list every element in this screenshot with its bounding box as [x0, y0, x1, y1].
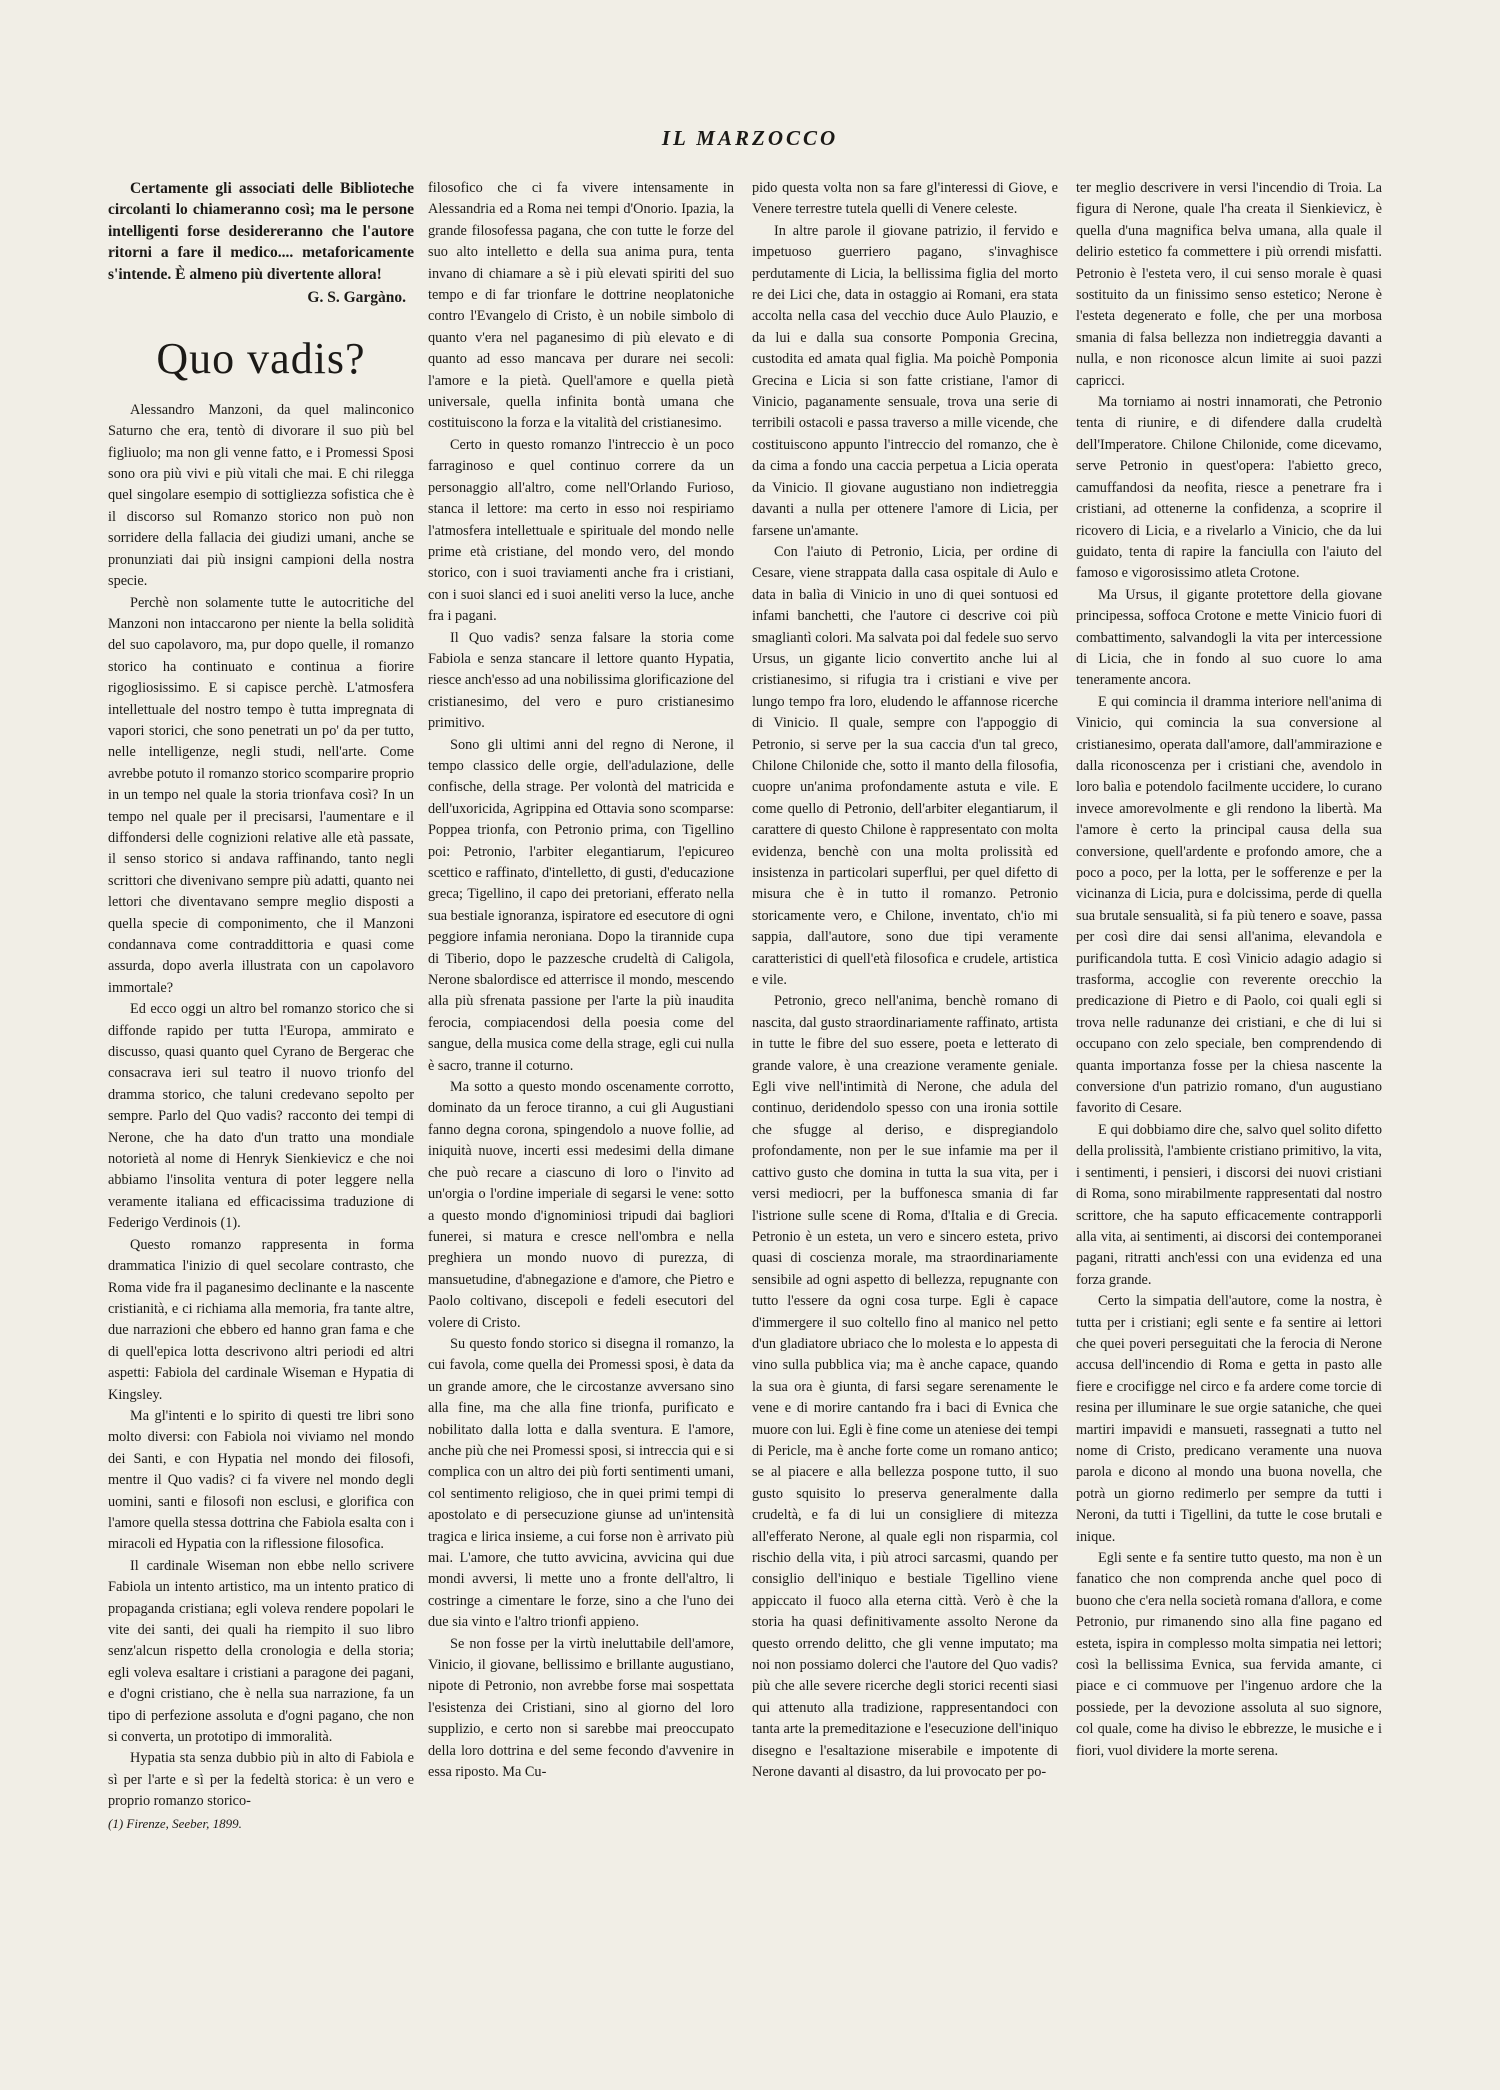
masthead: IL MARZOCCO — [661, 126, 839, 150]
paragraph: Su questo fondo storico si disegna il romanzo, la cui favola, come quella dei Promessi sposi, è data da un grande amore, che le circostanze avversano sino alla fine, ma che alla fine trionfa, purificato e nobilitato dalla lotta e dalla sventura. E l'amore, anche più che nei Promessi sposi, si intreccia qui e si complica con un altro dei più forti sentimenti umani, col sentimento religioso, che in quei primi tempi di apostolato e di persecuzione giunse ad un'intensità tragica e lirica insieme, a cui forse non è arrivato più mai. L'amore, che tutto avvicina, avvicina qui due mondi avversi, li mette uno a fronte dell'altro, li costringe a cimentare le forze, sino a che l'uno dei due sia vinto e l'altro trionfi appieno. — [428, 1335, 734, 1631]
paragraph: Ma sotto a questo mondo oscenamente corrotto, dominato da un feroce tiranno, a cui gli Augustiani fanno degna corona, spingendolo a nuove follie, ad iniquità nuove, incerti essi medesimi della dimane che può recare a ciascuno di loro o l'invito ad un'orgia o l'ordine imperiale di segarsi le vene: sotto a questo mondo d'ignominiosi tripudi dai bagliori funerei, si matura e cresce nell'ombra e nella preghiera un mondo nuovo di purezza, di mansuetudine, d'abnegazione e d'amore, che Pietro e Paolo coltivano, discepoli e fedeli esecutori del volere di Cristo. — [428, 1079, 734, 1331]
paragraph: Con l'aiuto di Petronio, Licia, per ordine di Cesare, viene strappata dalla casa ospitale di Aulo e data in balìa di Vinicio in uno di quei sontuosi ed infami banchetti, che l'autore ci descrive coi più smagliantì colori. Ma salvata poi dal fedele suo servo Ursus, un gigante licio convertito anche lui al cristianesimo, si rifugia tra i cristiani e vive per lungo tempo fra loro, eludendo le affannose ricerche di Vinicio. Il quale, sempre con l'appoggio di Petronio, si serve per la sua caccia d'un tal greco, Chilone Chilonide che, sotto il manto della filosofia, cuopre un'anima profondamente astuta e vile. E come quello di Petronio, dell'arbiter elegantiarum, il carattere di questo Chilone è rappresentato con molta evidenza, benchè con una molta prolissità ed insistenza in particolari superflui, per quel difetto di misura che è in tutto il romanzo. Petronio storicamente vero, e Chilone, inventato, ch'io mi sappia, dall'autore, sono due tipi veramente caratteristici di quell'età filosofica e crudele, artistica e vile. — [752, 543, 1058, 989]
paragraph: Ma Ursus, il gigante protettore della giovane principessa, soffoca Crotone e mette Vinicio fuori di combattimento, salvandogli la vita per intercessione di Licia, che in fondo al suo cuore lo ama teneramente ancora. — [1076, 586, 1382, 689]
paragraph: In altre parole il giovane patrizio, il fervido e impetuoso guerriero pagano, s'invaghisce perdutamente di Licia, la bellissima figlia del morto re dei Lici che, data in ostaggio ai Romani, era stata accolta nella casa del vecchio duce Aulo Plauzio, e da lui e dalla sua consorte Pomponia Grecina, custodita ed amata qual figlia. Ma poichè Pomponia Grecina e Licia si son fatte cristiane, l'amor di Vinicio, paganamente sensuale, trova una serie di terribili ostacoli e passa traverso a mille vicende, che costituiscono appunto l'intreccio del romanzo, che è da cima a fondo una caccia perpetua a Licia operata da Vinicio. Il giovane augustiano non indietreggia davanti a nulla per ottenere l'amore di Licia, per farsene un'amante. — [752, 222, 1058, 539]
column-1-text — [108, 400, 414, 1813]
paragraph: Ma torniamo ai nostri innamorati, che Petronio tenta di riunire, e di difendere dalla crudeltà dell'Imperatore. Chilone Chilonide, come dicevamo, serve Petronio in quest'opera: l'abietto greco, camuffandosi da neofita, riesce a penetrare fra i cristiani, ad ottenerne la confidenza, a scoprire il ricovero di Licia, e a rivelarlo a Vinicio, che da lui guidato, tenta di rapire la fanciulla con l'aiuto del famoso e vigorosissimo atleta Crotone. — [1076, 394, 1382, 582]
column-1 — [108, 178, 414, 1834]
paragraph: Certo in questo romanzo l'intreccio è un poco farraginoso e quel continuo correre da un personaggio all'altro, come nell'Orlando Furioso, stanca il lettore: ma certo in esso noi respiriamo l'atmosfera intellettuale e spirituale del mondo nelle prime età cristiane, del mondo vero, del mondo storico, con i suoi traviamenti anche fra i cristiani, con i suoi slanci ed i suoi aneliti verso la luce, anche fra i pagani. — [428, 436, 734, 625]
paragraph: ter meglio descrivere in versi l'incendio di Troia. La figura di Nerone, quale l'ha creata il Sienkievicz, è quella d'una magnifica belva umana, alla quale il delirio estetico fa commettere i più orrendi misfatti. Petronio è l'esteta vero, il cui senso morale è quasi sostituito da un finissimo senso estetico; Nerone è l'esteta degenerato e folle, che per una morbosa smania di falsa bellezza non indietreggia davanti a nulla, e non riconosce alcun limite ai suoi pazzi capricci. — [1076, 180, 1382, 389]
paragraph: Certo la simpatia dell'autore, come la nostra, è tutta per i cristiani; egli sente e fa sentire ai lettori che quei poveri perseguitati che la ferocia di Nerone accusa dell'incendio di Roma e getta in pasto alle fiere e crocifigge nel circo e fa ardere come torcie di resina per illuminare le sue orgie sataniche, che quei martiri impavidi e mansueti, rassegnati a tutto nel nome di Cristo, predicano veramente una nuova parola e dicono al mondo una buona novella, che potrà un giorno redimerlo per sempre da tutti i Neroni, da tutti i Tigellini, da tutte le cose brutali e inique. — [1076, 1293, 1382, 1545]
paragraph: E qui comincia il dramma interiore nell'anima di Vinicio, qui comincia la sua conversione al cristianesimo, operata dall'amore, dall'ammirazione e dalla riconoscenza per i cristiani che, avendolo in loro balìa e potendolo facilmente uccidere, lo curano invece amorevolmente e gli rendono la libertà. Ma l'amore è certo la principal causa della sua conversione, quell'ardente e profondo amore, che a poco a poco, per la lotta, per le sofferenze e per la vicinanza di Licia, pura e dolcissima, perde di quella sua brutale sensualità, si fa più tenero e soave, passa per così dire dai sensi all'anima, elevandola e purificandola tutta. E così Vinicio adagio adagio si trasforma, accoglie con reverente orecchio la predicazione di Pietro e di Paolo, coi quali egli si trova nelle radunanze dei cristiani, e che di lui si occupano con zelo speciale, ben comprendendo di quanta importanza fosse per la chiesa nascente la conversione d'un patrizio romano, d'un augustiano favorito di Cesare. — [1076, 693, 1382, 1117]
column-3 — [752, 178, 1058, 1783]
paragraph: Ma gl'intenti e lo spirito di questi tre libri sono molto diversi: con Fabiola noi viviamo nel mondo dei Santi, e con Hypatia nel mondo dei filosofi, mentre il Quo vadis? ci fa vivere nel mondo degli uomini, santi e filosofi non esclusi, e glorifica con l'amore quella stessa dottrina che Fabiola esalta con i miracoli ed Hypatia con la riflessione filosofica. — [108, 1407, 414, 1553]
paragraph: pido questa volta non sa fare gl'interessi di Giove, e Venere terrestre tutela quelli di Venere celeste. — [752, 180, 1058, 218]
paragraph: Ed ecco oggi un altro bel romanzo storico che si diffonde rapido per tutta l'Europa, ammirato e discusso, quasi quanto quel Cyrano de Bergerac che consacrava ieri sul teatro il nuovo trionfo del dramma storico, che taluni credevano sepolto per sempre. Parlo del Quo vadis? racconto dei tempi di Nerone, che ha dato d'un tratto una mondiale notorietà al nome di Henryk Sienkievicz e che noi abbiamo l'insolita ventura di poter leggere nella veramente italiana ed efficacissima traduzione di Federigo Verdinois (1). — [108, 1001, 414, 1232]
paragraph: Alessandro Manzoni, da quel malinconico Saturno che era, tentò di divorare il suo più bel figliuolo; ma non gli venne fatto, e i Promessi Sposi sono ora più vivi e più vitali che mai. E chi rilegga quel singolare esempio di sottigliezza sofistica che è il discorso sul Romanzo storico non può non sorridere della fallacia dei giudizi umani, anche se pronunziati dai più insigni campioni della nostra specie. — [108, 401, 414, 590]
column-2 — [428, 178, 734, 1783]
paragraph: Perchè non solamente tutte le autocritiche del Manzoni non intaccarono per niente la bella solidità del suo capolavoro, ma, pur dopo quelle, il romanzo storico ha continuato e continua a fiorire rigogliosissimo. E si capisce perchè. L'atmosfera intellettuale del nostro tempo è tutta impregnata di vapori storici, che sono penetrati un po' da per tutto, nelle intelligenze, negli studi, nell'arte. Come avrebbe potuto il romanzo storico scomparire proprio in un tempo nel quale la storia trionfava così? In un tempo nel quale per il precisarsi, l'aumentare e il diffondersi delle cognizioni relative alle età passate, il senso storico si andava raffinando, tanto negli scrittori che divenivano sempre più adatti, quanto nei lettori che diventavano sempre meglio disposti a quella specie di componimento, che il Manzoni condannava come contraddittoria e quasi come assurda, dopo averla illustrata con un capolavoro immortale? — [108, 594, 414, 996]
paragraph: Hypatia sta senza dubbio più in alto di Fabiola e sì per l'arte e sì per la fedeltà storica: è un vero e proprio romanzo storico- — [108, 1750, 414, 1810]
intro-section — [108, 178, 414, 308]
intro-paragraph: Certamente gli associati delle Biblioteche circolanti lo chiameranno così; ma le persone intelligenti forse desidereranno che l'autore ritorni a fare il medico.... metaforicamente s'intende. È almeno più divertente allora! — [108, 180, 414, 283]
footnote: (1) Firenze, Seeber, 1899. — [108, 1815, 242, 1831]
paragraph: Il Quo vadis? senza falsare la storia come Fabiola e senza stancare il lettore quanto Hypatia, riesce anch'esso ad una nobilissima glorificazione del cristianesimo, del vero e puro cristianesimo primitivo. — [428, 629, 734, 732]
paragraph: filosofico che ci fa vivere intensamente in Alessandria ed a Roma nei tempi d'Onorio. Ipazia, la grande filosofessa pagana, che con tutte le forze del suo alto intelletto e della sua anima pura, tenta invano di chiamare a sè i più elevati spiriti del suo tempo e di far trionfare le dottrine neoplatoniche contro l'Evangelo di Cristo, è un nobile simbolo di quanto v'era nel paganesimo di più elevato e di quanto ad esso mancava per durare nei secoli: l'amore e la pietà. Quell'amore e quella pietà universale, quella infinita bontà umana che costituiscono la forza e la vitalità del cristianesimo. — [428, 180, 734, 432]
paragraph: Petronio, greco nell'anima, benchè romano di nascita, dal gusto straordinariamente raffinato, artista in tutte le fibre del suo essere, poeta e letterato di grande valore, è una creazione veramente geniale. Egli vive nell'intimità di Nerone, che adula del continuo, deridendolo spesso con una ironia sottile che sfugge al deriso, e dispregiandolo profondamente, non per le sue infamie ma per il cattivo gusto che domina in tutta la sua vita, per i versi mediocri, per la buffonesca smania di far l'istrione sulle scene di Roma, d'Italia e di Grecia. Petronio è un esteta, un vero e sincero esteta, privo quasi di coscienza morale, ma straordinariamente sensibile ad ogni aspetto di bellezza, repugnante con tutto l'essere da ogni cosa turpe. Egli è capace d'immergere il suo coltello fino al manico nel petto d'un gladiatore ubriaco che lo molesta e lo appesta di vino sulla pubblica via; ma è anche capace, quando la sua ora è giunta, di farsi segare serenamente le vene e di morire cantando fra i baci di Evnica che muore con lui. Egli è fine come un ateniese dei tempi di Pericle, ma è anche forte come un romano antico; se al piacere e alla bellezza pospone tutto, il suo gusto squisito lo preserva generalmente dalla crudeltà, e fa di lui un consigliere di mitezza all'efferato Nerone, al quale egli non risparmia, col rischio della vita, i più atroci sarcasmi, quando per consiglio dell'iniquo e bestiale Tigellino viene appiccato il fuoco alla eterna città. Verò è che la storia ha quasi definitivamente assolto Nerone da questo orrendo delitto, che gli venne imputato; ma noi non possiamo dolerci che l'autore del Quo vadis? più che alle severe ricerche degli storici recenti siasi qui attenuto alla tradizione, rappresentandoci con tanta arte la premeditazione e l'esecuzione dell'iniquo disegno e l'esaltazione miserabile e impotente di Nerone davanti al disastro, da lui provocato per po- — [752, 993, 1058, 1781]
paragraph: Il cardinale Wiseman non ebbe nello scrivere Fabiola un intento artistico, ma un intento pratico di propaganda cristiana; egli voleva rendere popolari le vite dei santi, dei quali ha riempito il suo libro senz'alcun rispetto della cronologia e della storia; egli voleva esaltare i cristiani a paragone dei pagani, e d'ogni cristiano, che è nella sua narrazione, fa un tipo di perfezione assoluta e d'ogni pagano, che non si converta, un prototipo di immoralità. — [108, 1557, 414, 1746]
paragraph: Egli sente e fa sentire tutto questo, ma non è un fanatico che non comprenda anche quel poco di buono che c'era nella società romana d'allora, e come Petronio, pur rimanendo sino alla fine pagano ed esteta, ispira in complesso molta simpatia nei lettori; così la bellissima Evnica, sua fervida amante, ci piace e ci commuove per l'ingenuo ardore che la possiede, per la devozione assoluta al suo signore, col quale, come ha diviso le ebbrezze, le musiche e i fiori, vuol dividere la morte serena. — [1076, 1550, 1382, 1759]
column-4 — [1076, 178, 1382, 1762]
paragraph: Sono gli ultimi anni del regno di Nerone, il tempo classico delle orgie, dell'adulazione, delle confische, della strage. Per volontà del matricida e dell'uxoricida, Agrippina ed Ottavia sono scomparse: Poppea trionfa, con Petronio prima, con Tigellino poi: Petronio, l'arbiter elegantiarum, l'epicureo scettico e raffinato, d'intelletto, di gusti, d'educazione greca; Tigellino, il capo dei pretoriani, efferato nella sua bestiale ignoranza, ispiratore ed esecutore di ogni peggiore infamia neroniana. Dopo la tirannide cupa di Tiberio, dopo le pazzesche crudeltà di Caligola, Nerone sbalordisce ed atterrisce il mondo, mescendo alla più sfrenata passione per l'arte la più inaudita ferocia, compiacendosi della poesia come del sangue, della musica come della strage, egli cui nulla è sacro, tranne il coturno. — [428, 736, 734, 1074]
paragraph: Se non fosse per la virtù ineluttabile dell'amore, Vinicio, il giovane, bellissimo e brillante augustiano, nipote di Petronio, non avrebbe forse mai sospettata l'esistenza dei Cristiani, sino al giorno del loro supplizio, e certo non si sarebbe mai preoccupato della loro dottrina e del seme fecondo d'avvenire in essa riposto. Ma Cu- — [428, 1635, 734, 1781]
paragraph: E qui dobbiamo dire che, salvo quel solito difetto della prolissità, l'ambiente cristiano primitivo, la vita, i sentimenti, i pensieri, i discorsi dei nuovi cristiani di Roma, sono mirabilmente rappresentati dal nostro scrittore, che ha saputo efficacemente contrapporli alla vita, ai sentimenti, ai discorsi dei contemporanei pagani, ritratti anch'essi con una evidenza ed una forza grande. — [1076, 1121, 1382, 1288]
intro-signature: G. S. Gargàno. — [307, 289, 406, 307]
article-title: Quo vadis? — [156, 334, 366, 384]
paragraph: Questo romanzo rappresenta in forma drammatica l'inizio di quel secolare contrasto, che Roma vide fra il paganesimo declinante e la nascente cristianità, e ci richiama alla memoria, fra tante altre, due narrazioni che ebbero ed hanno gran fama e che di quell'epica lotta descrivono altri periodi ed altri aspetti: Fabiola del cardinale Wiseman e Hypatia di Kingsley. — [108, 1236, 414, 1403]
